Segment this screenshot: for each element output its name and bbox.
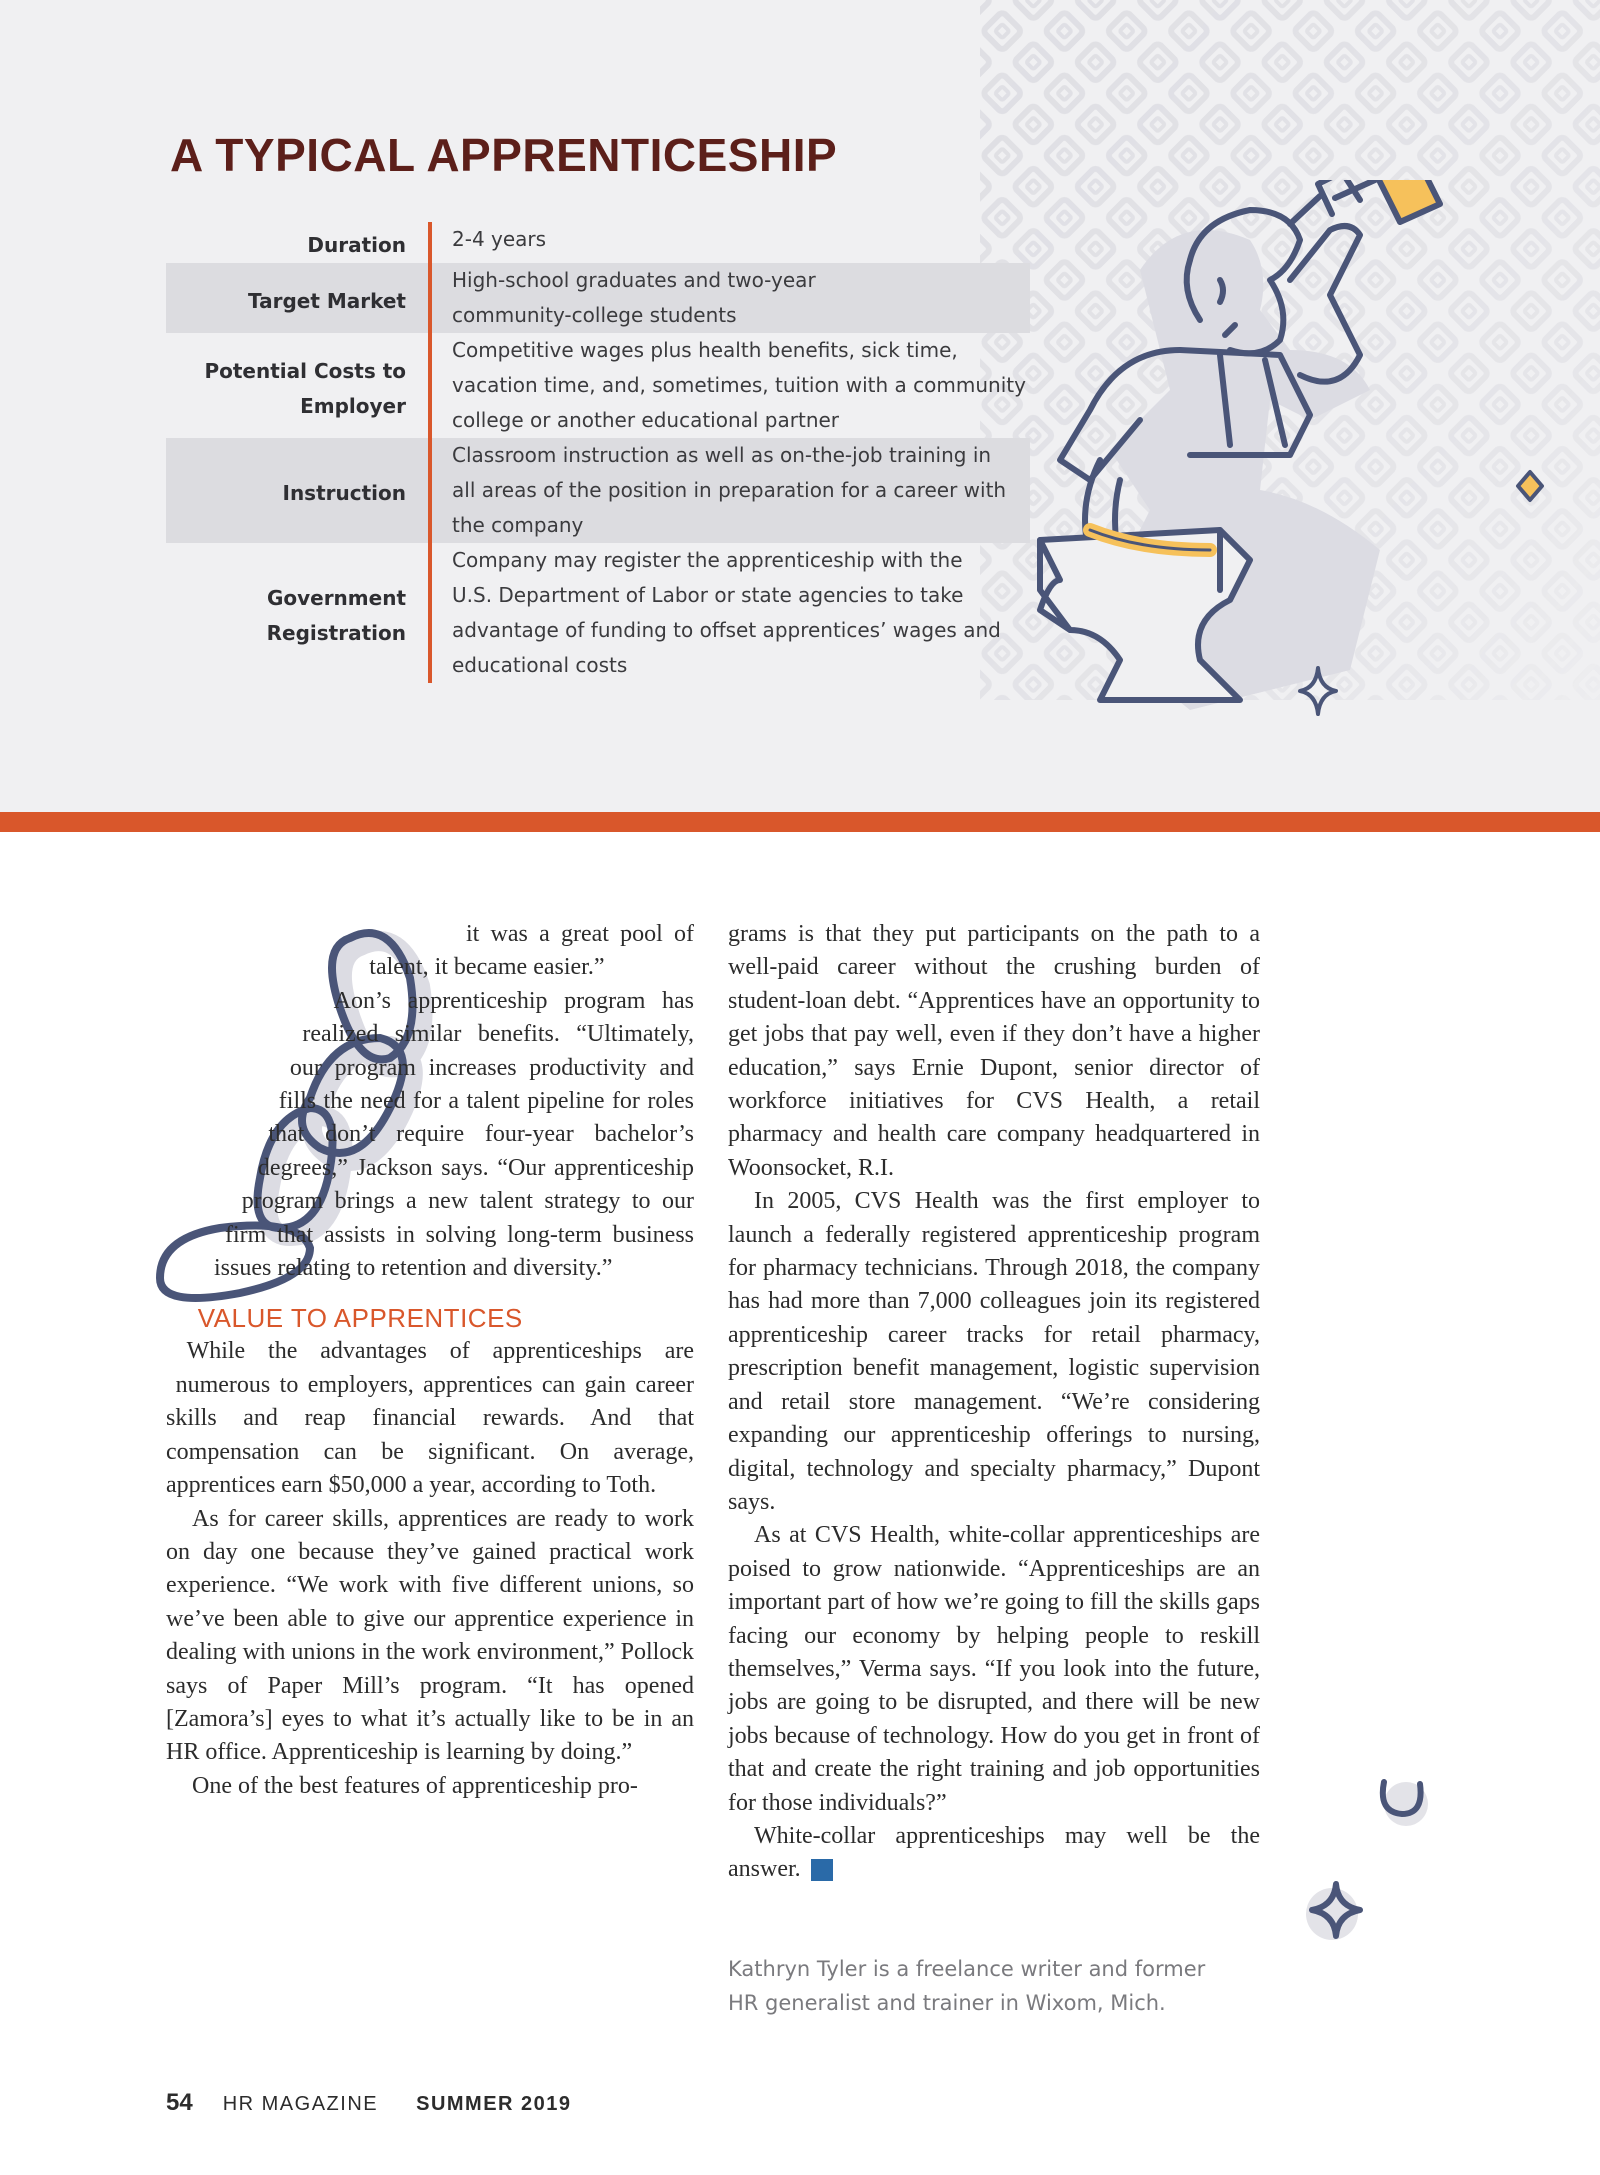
- paragraph: As at CVS Health, white-collar apprenticeships are poised to grow nationwide. “Apprenticeships are an important part of how we’re going to fill the skills gaps facing our economy by helping people to reskill themselves,” Verma says. “If you look into the future, jobs are going to be disrupted, and there will be new jobs because of technology. How do you get in front of that and create the right training and job opportunities for those individuals?”: [728, 1522, 1260, 1816]
- article-column-left: [166, 918, 694, 1803]
- facts-value-line: college or another educational partner: [452, 408, 840, 432]
- facts-value: [428, 222, 1030, 263]
- facts-label-line: Target Market: [248, 288, 406, 313]
- diamond-sparkle-icon: [1512, 468, 1548, 504]
- facts-value-line: educational costs: [452, 653, 628, 677]
- facts-label-line: Instruction: [282, 481, 406, 505]
- facts-value-line: advantage of funding to offset apprentices’ wages and: [452, 618, 1001, 642]
- paragraph: One of the best features of apprenticeship pro-: [192, 1772, 638, 1799]
- facts-value-line: community-college students: [452, 303, 737, 327]
- facts-value-line: Company may register the apprenticeship with the: [452, 548, 963, 572]
- star-sparkle-icon: [1302, 1876, 1372, 1946]
- bio-line: HR generalist and trainer in Wixom, Mich.: [728, 1991, 1166, 2015]
- paragraph: grams is that they put participants on the path to a well-paid career without the crushing burden of student-loan debt. “Apprentices have an opportunity to get jobs that pay well, even if they don’t have a higher education,” says Ernie Dupont, senior director of workforce initiatives for CVS Health, a retail pharmacy and health care company headquartered in Woonsocket, R.I.: [728, 921, 1260, 1181]
- facts-label-line: Government: [266, 586, 406, 610]
- facts-row: [166, 543, 1030, 683]
- sidebar-title: A TYPICAL APPRENTICESHIP: [170, 129, 838, 181]
- facts-label: [166, 263, 428, 333]
- facts-value-line: vacation time, and, sometimes, tuition with a community: [452, 373, 1026, 397]
- paragraph: Aon’s apprenticeship program has realized similar benefits. “Ultimately, our program increases productivity and fills the need for a talent pipeline for roles that don’t require four-year bachelor’s degrees,” Jackson says. “Our apprenticeship program brings a new talent strategy to our firm that assists in solving long-term business issues relating to retention and diversity.”: [214, 987, 694, 1282]
- author-bio: [728, 1952, 1268, 2020]
- facts-value-line: 2-4 years: [452, 227, 547, 251]
- paragraph: it was a great pool of talent, it became easier.”: [369, 921, 694, 981]
- hr-end-mark-icon: HR: [811, 1859, 833, 1881]
- facts-label: [166, 333, 428, 438]
- article-column-right: [728, 918, 1260, 1887]
- horseshoe-icon: [1370, 1768, 1432, 1830]
- facts-value-line: the company: [452, 513, 584, 537]
- paragraph: While the advantages of apprenticeships are numerous to employers, apprentices can gain career skills and reap financial rewards. And that compensation can be significant. On average, apprentices earn $50,000 a year, according to Toth.: [166, 1338, 694, 1499]
- facts-label: [166, 438, 428, 543]
- facts-label-line: Potential Costs to: [204, 358, 406, 383]
- facts-label-line: Registration: [266, 621, 406, 645]
- paragraph: As for career skills, apprentices are ready to work on day one because they’ve gained practical work experience. “We work with five different unions, so we’ve been able to give our apprentice experience in dealing with unions in the work environment,” Pollock says of Paper Mill’s program. “It has opened [Zamora’s] eyes to what it’s actually like to be in an HR office. Apprenticeship is learning by doing.”: [166, 1505, 694, 1766]
- facts-label: [166, 543, 428, 683]
- facts-value-line: Classroom instruction as well as on-the-job training in: [452, 443, 992, 467]
- closing-paragraph: [728, 1820, 1260, 1887]
- issue-date: SUMMER 2019: [416, 2093, 572, 2115]
- section-divider-rule: [0, 812, 1600, 832]
- bio-line: Kathryn Tyler is a freelance writer and former: [728, 1957, 1206, 1981]
- page-number: 54: [166, 2089, 193, 2116]
- facts-value: [428, 263, 1030, 333]
- page-footer: [166, 2089, 572, 2117]
- star-sparkle-icon: [1296, 664, 1340, 718]
- facts-label-line: Duration: [307, 233, 406, 257]
- facts-row: [166, 222, 1030, 263]
- facts-value-line: all areas of the position in preparation for a career with: [452, 478, 1007, 502]
- closing-text: White-collar apprenticeships may well be the answer.: [728, 1822, 1260, 1883]
- facts-row: [166, 438, 1030, 543]
- apprenticeship-facts-table: [166, 222, 1030, 683]
- facts-row: [166, 333, 1030, 438]
- facts-value: [428, 438, 1030, 543]
- facts-value: [428, 543, 1030, 683]
- paragraph: In 2005, CVS Health was the first employer to launch a federally registered apprenticeship program for pharmacy technicians. Through 2018, the company has had more than 7,000 colleagues join its registered apprenticeship career tracks for retail pharmacy, prescription benefit management, logistic supervision and retail store management. “We’re considering expanding our apprenticeship offerings to nursing, digital, technology and specialty pharmacy,” Dupont says.: [728, 1188, 1260, 1515]
- facts-value-line: High-school graduates and two-year: [452, 268, 816, 292]
- facts-label: [166, 222, 428, 263]
- facts-label-line: Employer: [300, 393, 406, 418]
- sidebar-panel: [0, 0, 1600, 812]
- magazine-name: HR MAGAZINE: [222, 2093, 379, 2115]
- facts-row: [166, 263, 1030, 333]
- section-heading: VALUE TO APPRENTICES: [197, 1303, 523, 1334]
- facts-value-line: Competitive wages plus health benefits, sick time,: [452, 338, 958, 362]
- facts-value-line: U.S. Department of Labor or state agencies to take: [452, 583, 964, 607]
- facts-value: [428, 333, 1030, 438]
